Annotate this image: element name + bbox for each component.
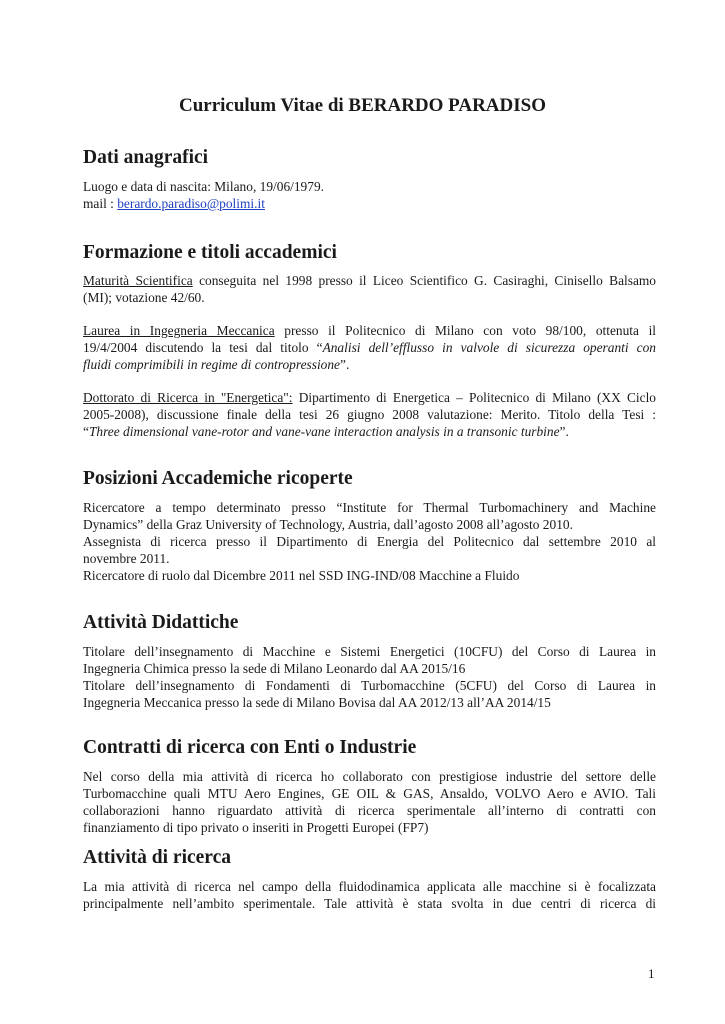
laurea-thesis-title-1: Analisi dell’efflusso in valvole di sicurezza operanti con <box>322 340 656 355</box>
didattiche-line-1: Titolare dell’insegnamento di Macchine e Sistemi Energetici (10CFU) del Corso di Laurea in <box>83 644 656 659</box>
section-contratti <box>83 768 656 836</box>
laurea-line-2 <box>83 339 656 356</box>
page-title: Curriculum Vitae di BERARDO PARADISO <box>179 95 546 116</box>
maturita-label: Maturità Scientifica <box>83 273 193 288</box>
heading-ricerca: Attività di ricerca <box>83 847 232 868</box>
posizioni-line-5: Ricercatore di ruolo dal Dicembre 2011 nel SSD ING-IND/08 Macchine a Fluido <box>83 568 520 583</box>
section-posizioni <box>83 499 656 584</box>
heading-contratti: Contratti di ricerca con Enti o Industrie <box>83 737 417 758</box>
posizioni-line-4: novembre 2011. <box>83 551 170 566</box>
laurea-label: Laurea in Ingegneria Meccanica <box>83 323 275 338</box>
paragraph-maturita <box>83 272 656 306</box>
maturita-line-2: (MI); votazione 42/60. <box>83 290 205 305</box>
didattiche-line-4: Ingegneria Meccanica presso la sede di Milano Bovisa dal AA 2012/13 all’AA 2014/15 <box>83 695 551 710</box>
heading-posizioni: Posizioni Accademiche ricoperte <box>83 468 353 489</box>
heading-dati-anagrafici: Dati anagrafici <box>83 147 209 168</box>
ricerca-line-1: La mia attività di ricerca nel campo della fluidodinamica applicata alle macchine si è focalizzata <box>83 879 656 894</box>
posizioni-line-2: Dynamics” della Graz University of Technology, Austria, dall’agosto 2008 all’agosto 2010. <box>83 517 573 532</box>
dottorato-text-1: Dipartimento di Energetica – Politecnico di Milano (XX Ciclo <box>292 390 656 405</box>
dottorato-line-1 <box>83 389 656 406</box>
laurea-text-2a: 19/4/2004 discutendo la tesi dal titolo “ <box>83 340 323 355</box>
didattiche-line-2: Ingegneria Chimica presso la sede di Milano Leonardo dal AA 2015/16 <box>83 661 466 676</box>
dottorato-thesis-title: Three dimensional vane-rotor and vane-vane interaction analysis in a transonic turbine <box>88 424 560 439</box>
mail-line <box>83 195 656 212</box>
heading-didattiche: Attività Didattiche <box>83 612 239 633</box>
contratti-line-4: finanziamento di tipo privato o inseriti in Progetti Europei (FP7) <box>83 820 429 835</box>
maturita-text-1: conseguita nel 1998 presso il Liceo Scientifico G. Casiraghi, Cinisello Balsamo <box>192 273 656 288</box>
section-dati-anagrafici <box>83 178 656 212</box>
paragraph-laurea <box>83 322 656 373</box>
dottorato-line-2: 2005-2008), discussione finale della tesi 26 giugno 2008 valutazione: Merito. Titolo della Tesi : <box>83 407 656 422</box>
laurea-line-1 <box>83 322 656 339</box>
laurea-thesis-title-2: fluidi comprimibili in regime di contropressione <box>83 357 341 372</box>
laurea-line-3 <box>83 356 656 373</box>
dottorato-line-3 <box>83 423 656 440</box>
paragraph-dottorato <box>83 389 656 440</box>
page-number: 1 <box>648 966 655 981</box>
laurea-text-1: presso il Politecnico di Milano con voto 98/100, ottenuta il <box>274 323 657 338</box>
section-didattiche <box>83 643 656 711</box>
email-link[interactable]: berardo.paradiso@polimi.it <box>117 196 265 211</box>
contratti-line-3: collaborazioni hanno riguardato attività di ricerca sperimentale all’interno di contratti con <box>83 803 656 818</box>
birth-line: Luogo e data di nascita: Milano, 19/06/1979. <box>83 179 324 194</box>
posizioni-line-1: Ricercatore a tempo determinato presso “Institute for Thermal Turbomachinery and Machine <box>83 500 656 515</box>
contratti-line-1: Nel corso della mia attività di ricerca ho collaborato con prestigiose industrie del settore delle <box>83 769 656 784</box>
maturita-line-1 <box>83 272 656 289</box>
heading-formazione: Formazione e titoli accademici <box>83 242 337 263</box>
mail-label: mail : <box>83 196 118 211</box>
contratti-line-2: Turbomacchine quali MTU Aero Engines, GE OIL & GAS, Ansaldo, VOLVO Aero e AVIO. Tali <box>83 786 656 801</box>
didattiche-line-3: Titolare dell’insegnamento di Fondamenti di Turbomacchine (5CFU) del Corso di Laurea in <box>83 678 656 693</box>
ricerca-line-2: principalmente nell’ambito sperimentale. Tale attività è stata svolta in due centri di ricerca di <box>83 896 656 911</box>
posizioni-line-3: Assegnista di ricerca presso il Dipartimento di Energia del Politecnico dal settembre 2010 al <box>83 534 656 549</box>
dottorato-quote-open: “ <box>83 424 89 439</box>
dottorato-quote-close: ”. <box>559 424 569 439</box>
section-ricerca <box>83 878 656 912</box>
dottorato-label: Dottorato di Ricerca in "Energetica": <box>83 390 293 405</box>
laurea-text-3b: ”. <box>340 357 350 372</box>
